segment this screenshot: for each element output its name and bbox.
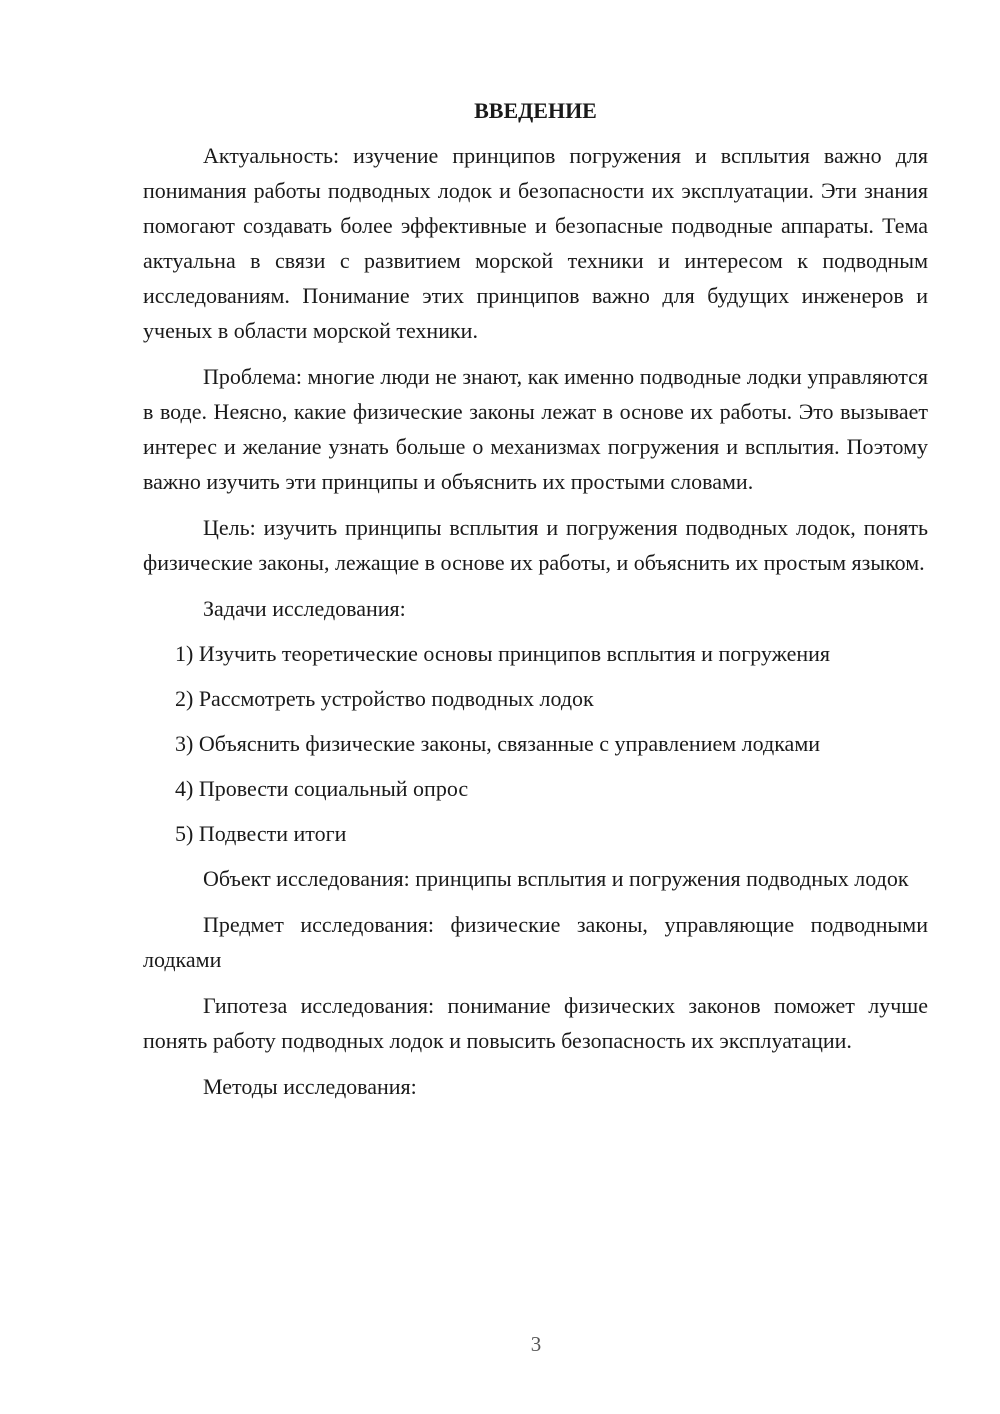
subject-paragraph: Предмет исследования: физические законы, управляющие подводными лодками <box>143 912 928 972</box>
section-heading: ВВЕДЕНИЕ <box>474 98 597 123</box>
task-item: 3) Объяснить физические законы, связанные с управлением лодками <box>175 731 821 756</box>
page-number: 3 <box>530 1332 542 1356</box>
tasks-list <box>143 636 928 851</box>
task-item: 2) Рассмотреть устройство подводных лодок <box>175 686 594 711</box>
object-paragraph: Объект исследования: принципы всплытия и погружения подводных лодок <box>203 866 909 891</box>
problem-paragraph: Проблема: многие люди не знают, как именно подводные лодки управляются в воде. Неясно, какие физические законы лежат в основе их работы. Это вызывает интерес и желание узнать больше о механизмах погружения и всплытия. Поэтому важно изучить эти принципы и объяснить их простыми словами. <box>143 364 928 494</box>
task-item: 5) Подвести итоги <box>175 821 347 846</box>
methods-title: Методы исследования: <box>203 1074 417 1099</box>
hypothesis-paragraph: Гипотеза исследования: понимание физических законов поможет лучше понять работу подводных лодок и повысить безопасность их эксплуатации. <box>143 993 928 1053</box>
tasks-title: Задачи исследования: <box>203 596 406 621</box>
document-page <box>143 96 928 1114</box>
task-item: 1) Изучить теоретические основы принципов всплытия и погружения <box>175 641 831 666</box>
task-item: 4) Провести социальный опрос <box>175 776 469 801</box>
relevance-paragraph: Актуальность: изучение принципов погружения и всплытия важно для понимания работы подводных лодок и безопасности их эксплуатации. Эти знания помогают создавать более эффективные и безопасные подводные аппараты. Тема актуальна в связи с развитием морской техники и интересом к подводным исследованиям. Понимание этих принципов важно для будущих инженеров и ученых в области морской техники. <box>143 143 928 343</box>
goal-paragraph: Цель: изучить принципы всплытия и погружения подводных лодок, понять физические законы, лежащие в основе их работы, и объяснить их простым языком. <box>143 515 928 575</box>
